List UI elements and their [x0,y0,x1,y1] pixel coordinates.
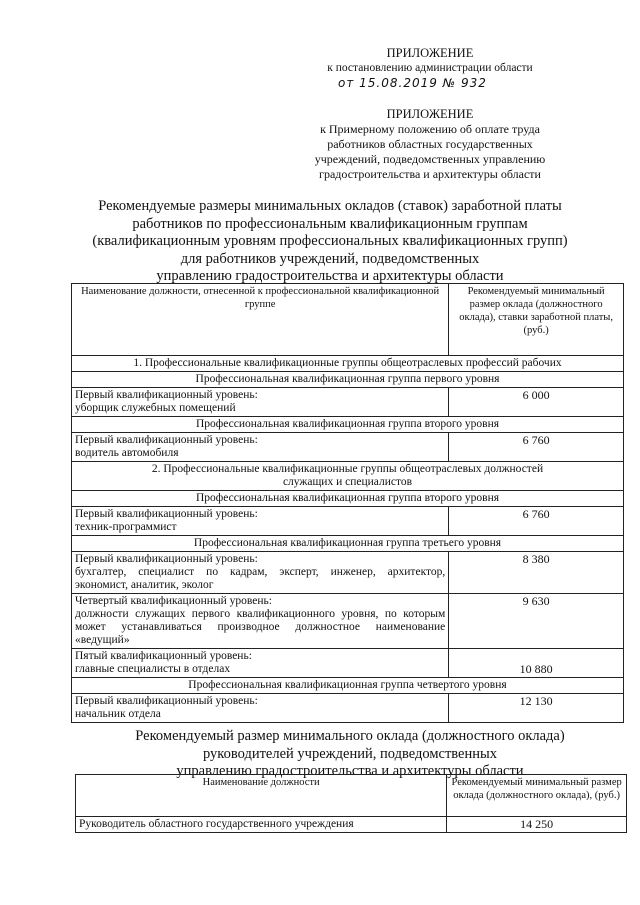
section-2 [72,462,624,491]
group-s2-level4: Профессиональная квалификационная группа четвертого уровня [72,678,624,694]
salary-value: 6 000 [449,388,624,417]
qual-level: Первый квалификационный уровень: [75,695,258,707]
salary-value: 6 760 [449,433,624,462]
table2-header-row [76,775,627,817]
qual-level: Первый квалификационный уровень: [75,553,258,565]
table-header-row [72,284,624,356]
position-cell [72,694,449,723]
main-title [60,198,600,286]
handwritten-date-number: от 15.08.2019 № 932 [338,76,487,90]
salary-table [71,283,624,723]
position-cell [72,594,449,649]
position-list: техник-программист [75,521,177,533]
section-row [72,462,624,491]
table-row [72,649,624,678]
table-row [72,694,624,723]
salary-value: 14 250 [447,817,627,833]
col-header-position: Наименование должности, отнесенной к профессиональной квалификационной группе [72,284,449,356]
group-row [72,491,624,507]
header2-line-4: градостроительства и архитектуры области [319,167,541,181]
qual-level: Первый квалификационный уровень: [75,389,258,401]
col-header-salary: Рекомендуемый минимальный размер оклада (должностного оклада), (руб.) [447,775,627,817]
main-title-line-5: управлению градостроительства и архитектуры области [156,268,504,284]
header2-line-1: к Примерному положению об оплате труда [320,122,540,136]
group-row [72,678,624,694]
second-title-line-2: руководителей учреждений, подведомственных [203,745,497,762]
second-title-line-1: Рекомендуемый размер минимального оклада (должностного оклада) [135,728,565,744]
group-row [72,417,624,433]
position-list: главные специалисты в отделах [75,663,231,675]
director-salary-table [75,774,627,833]
group-s2-level2: Профессиональная квалификационная группа второго уровня [72,491,624,507]
position-cell [72,552,449,594]
table-row [72,552,624,594]
section-2-line-2: служащих и специалистов [282,476,413,488]
salary-value: 6 760 [449,507,624,536]
salary-value: 10 880 [449,649,624,678]
table-row [76,817,627,833]
qual-level: Пятый квалификационный уровень: [75,650,252,662]
appendix-title: ПРИЛОЖЕНИЕ [386,46,474,60]
position-cell: Руководитель областного государственного учреждения [76,817,447,833]
table-row [72,594,624,649]
main-title-line-2: работников по профессиональным квалификационным группам [132,215,528,232]
group-s2-level3: Профессиональная квалификационная группа третьего уровня [72,536,624,552]
main-title-line-3: (квалификационным уровням профессиональных квалификационных групп) [92,233,568,249]
section-1: 1. Профессиональные квалификационные группы общеотраслевых профессий рабочих [72,356,624,372]
salary-value: 12 130 [449,694,624,723]
position-list: уборщик служебных помещений [75,402,236,414]
group-row [72,536,624,552]
header2-line-2: работников областных государственных [327,137,533,151]
salary-value: 8 380 [449,552,624,594]
position-list: начальник отдела [75,708,161,720]
second-title-line-3: управлению градостроительства и архитектуры области [176,763,524,779]
position-list: должности служащих первого квалификационного уровня, по которым может устанавливаться производное должностное наименование «ведущий» [75,608,446,646]
position-cell [72,433,449,462]
section-row [72,356,624,372]
qual-level: Первый квалификационный уровень: [75,434,258,446]
appendix-reference: к постановлению администрации области [327,62,533,74]
qual-level: Четвертый квалификационный уровень: [75,595,272,607]
position-cell [72,507,449,536]
group-s1-level2: Профессиональная квалификационная группа второго уровня [72,417,624,433]
section-2-line-1: 2. Профессиональные квалификационные группы общеотраслевых должностей [151,463,544,475]
group-row [72,372,624,388]
second-title [80,728,620,781]
salary-value: 9 630 [449,594,624,649]
group-s1-level1: Профессиональная квалификационная группа первого уровня [72,372,624,388]
table-row [72,507,624,536]
position-cell [72,649,449,678]
appendix-header-2 [300,107,560,182]
appendix-title-2: ПРИЛОЖЕНИЕ [386,107,474,121]
position-list: водитель автомобиля [75,447,179,459]
header2-line-3: учреждений, подведомственных управлению [314,152,546,166]
qual-level: Первый квалификационный уровень: [75,508,258,520]
appendix-header [300,46,560,91]
position-cell [72,388,449,417]
main-title-line-4: для работников учреждений, подведомственных [180,250,480,267]
table-row [72,433,624,462]
main-title-line-1: Рекомендуемые размеры минимальных окладов (ставок) заработной платы [98,198,562,214]
col-header-position: Наименование должности [76,775,447,817]
position-list: бухгалтер, специалист по кадрам, эксперт, инженер, архитектор, экономист, аналитик, эколог [75,566,446,591]
col-header-salary: Рекомендуемый минимальный размер оклада (должностного оклада), ставки заработной платы, (руб.) [449,284,624,356]
table-row [72,388,624,417]
